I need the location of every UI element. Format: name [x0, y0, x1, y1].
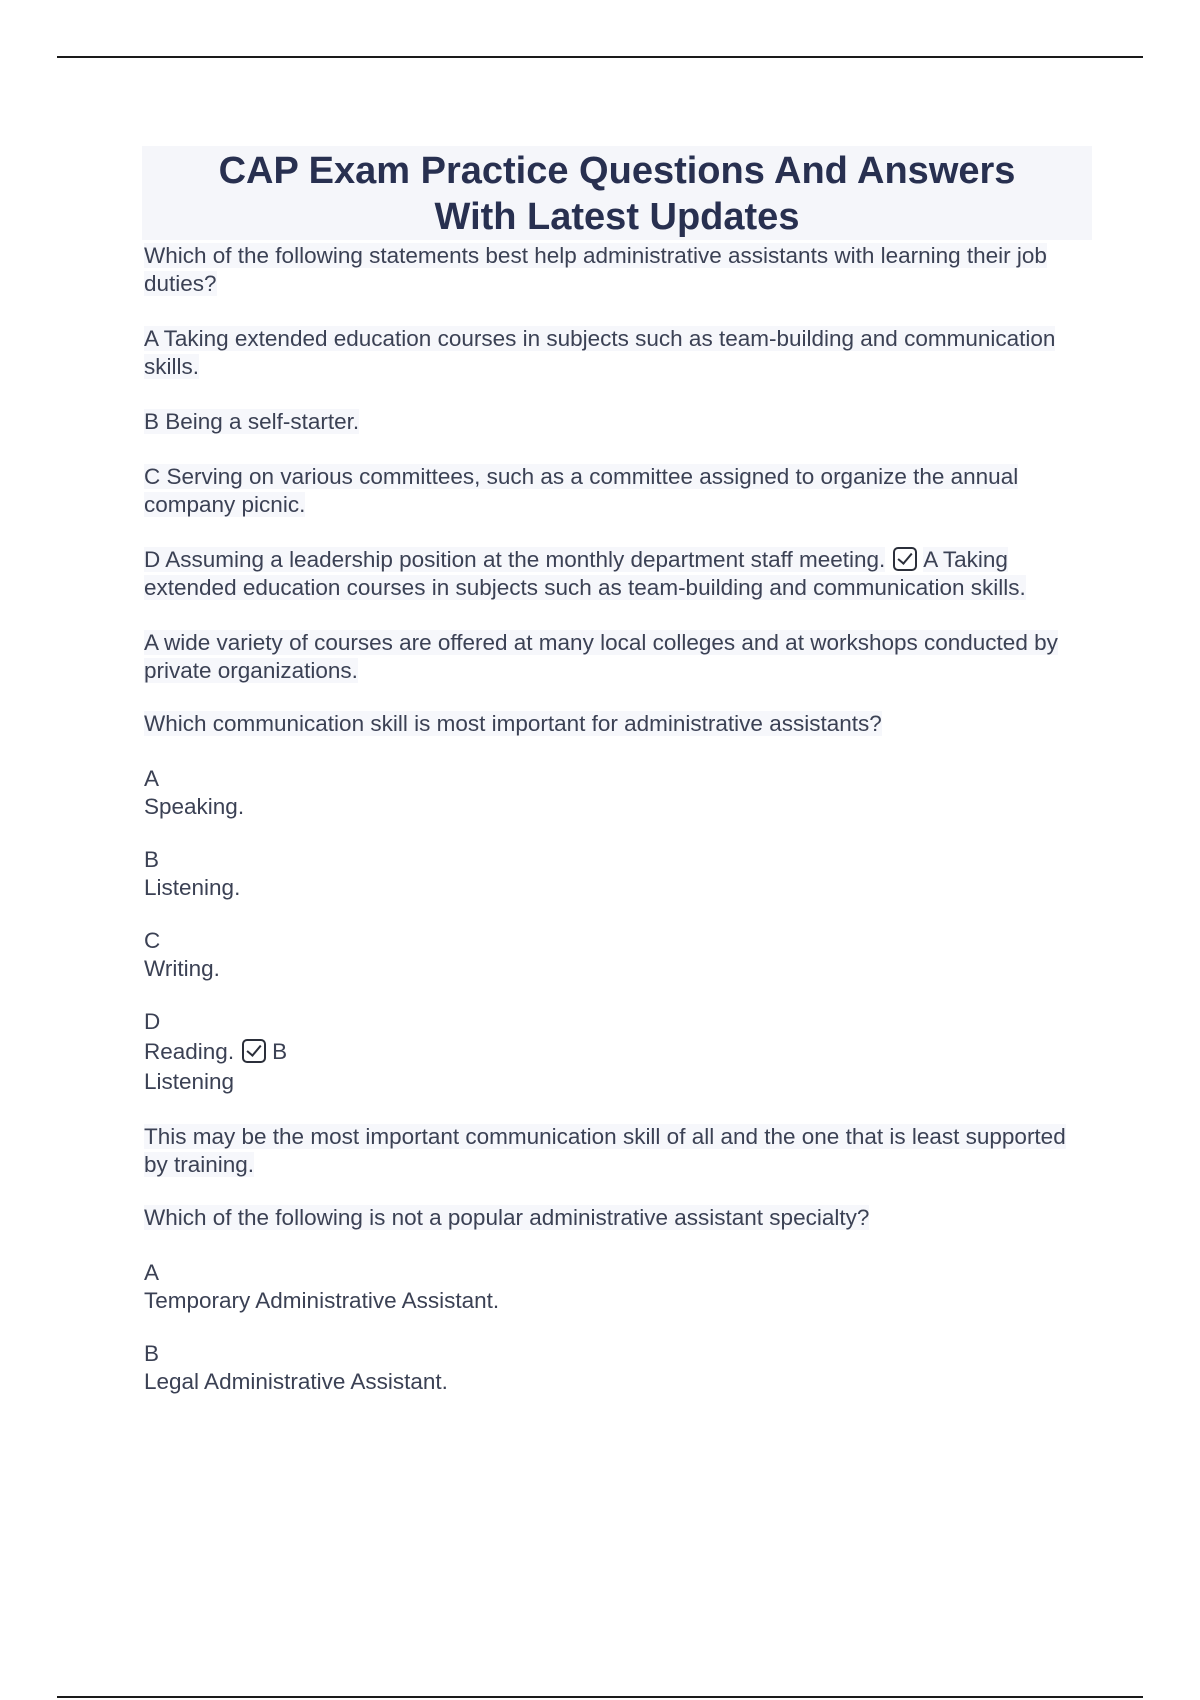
q2-option-a-letter: A [144, 766, 160, 791]
q1-option-b: B Being a self-starter. [144, 409, 360, 434]
document-body [144, 146, 1094, 1396]
q3-option-a-text: Temporary Administrative Assistant. [144, 1288, 500, 1313]
q1-option-a: A Taking extended education courses in subjects such as team-building and communication skills. [144, 326, 1056, 379]
top-rule [57, 56, 1143, 58]
q2-option-a-text: Speaking. [144, 794, 245, 819]
q2-question: Which communication skill is most important for administrative assistants? [144, 711, 882, 736]
q1-option-d-with-answer: D Assuming a leadership position at the monthly department staff meeting. A Taking extended education courses in subjects such as team-building and communication skills. [144, 547, 1026, 600]
q1-question: Which of the following statements best help administrative assistants with learning their job duties? [144, 243, 1047, 296]
q2-answer-text: Listening [144, 1069, 235, 1094]
bottom-rule [57, 1696, 1143, 1698]
q2-option-d-with-answer [144, 1036, 1094, 1068]
q2-option-b-text: Listening. [144, 875, 241, 900]
q1-option-c: C Serving on various committees, such as a committee assigned to organize the annual company picnic. [144, 464, 1019, 517]
q1-answer: A Taking extended education courses in subjects such as team-building and communication skills. [144, 547, 1026, 600]
q3-question: Which of the following is not a popular administrative assistant specialty? [144, 1205, 870, 1230]
q2-option-b-letter: B [144, 847, 160, 872]
q3-option-b-letter: B [144, 1341, 160, 1366]
q2-explanation: This may be the most important communication skill of all and the one that is least supported by training. [144, 1124, 1066, 1177]
q2-answer-letter: B [272, 1039, 288, 1064]
page-title [142, 146, 1092, 240]
title-line-1: CAP Exam Practice Questions And Answers [218, 150, 1016, 192]
q1-explanation: A wide variety of courses are offered at many local colleges and at workshops conducted by private organizations. [144, 630, 1058, 683]
title-line-2: With Latest Updates [434, 196, 800, 238]
q2-option-c-letter: C [144, 928, 161, 953]
q2-option-c-text: Writing. [144, 956, 220, 981]
checkbox-checked-icon [893, 547, 917, 571]
checkbox-checked-icon [242, 1039, 266, 1063]
q3-option-b-text: Legal Administrative Assistant. [144, 1369, 448, 1394]
q2-option-d-text: Reading. [144, 1039, 235, 1064]
q2-option-d-letter: D [144, 1009, 161, 1034]
q3-option-a-letter: A [144, 1260, 160, 1285]
